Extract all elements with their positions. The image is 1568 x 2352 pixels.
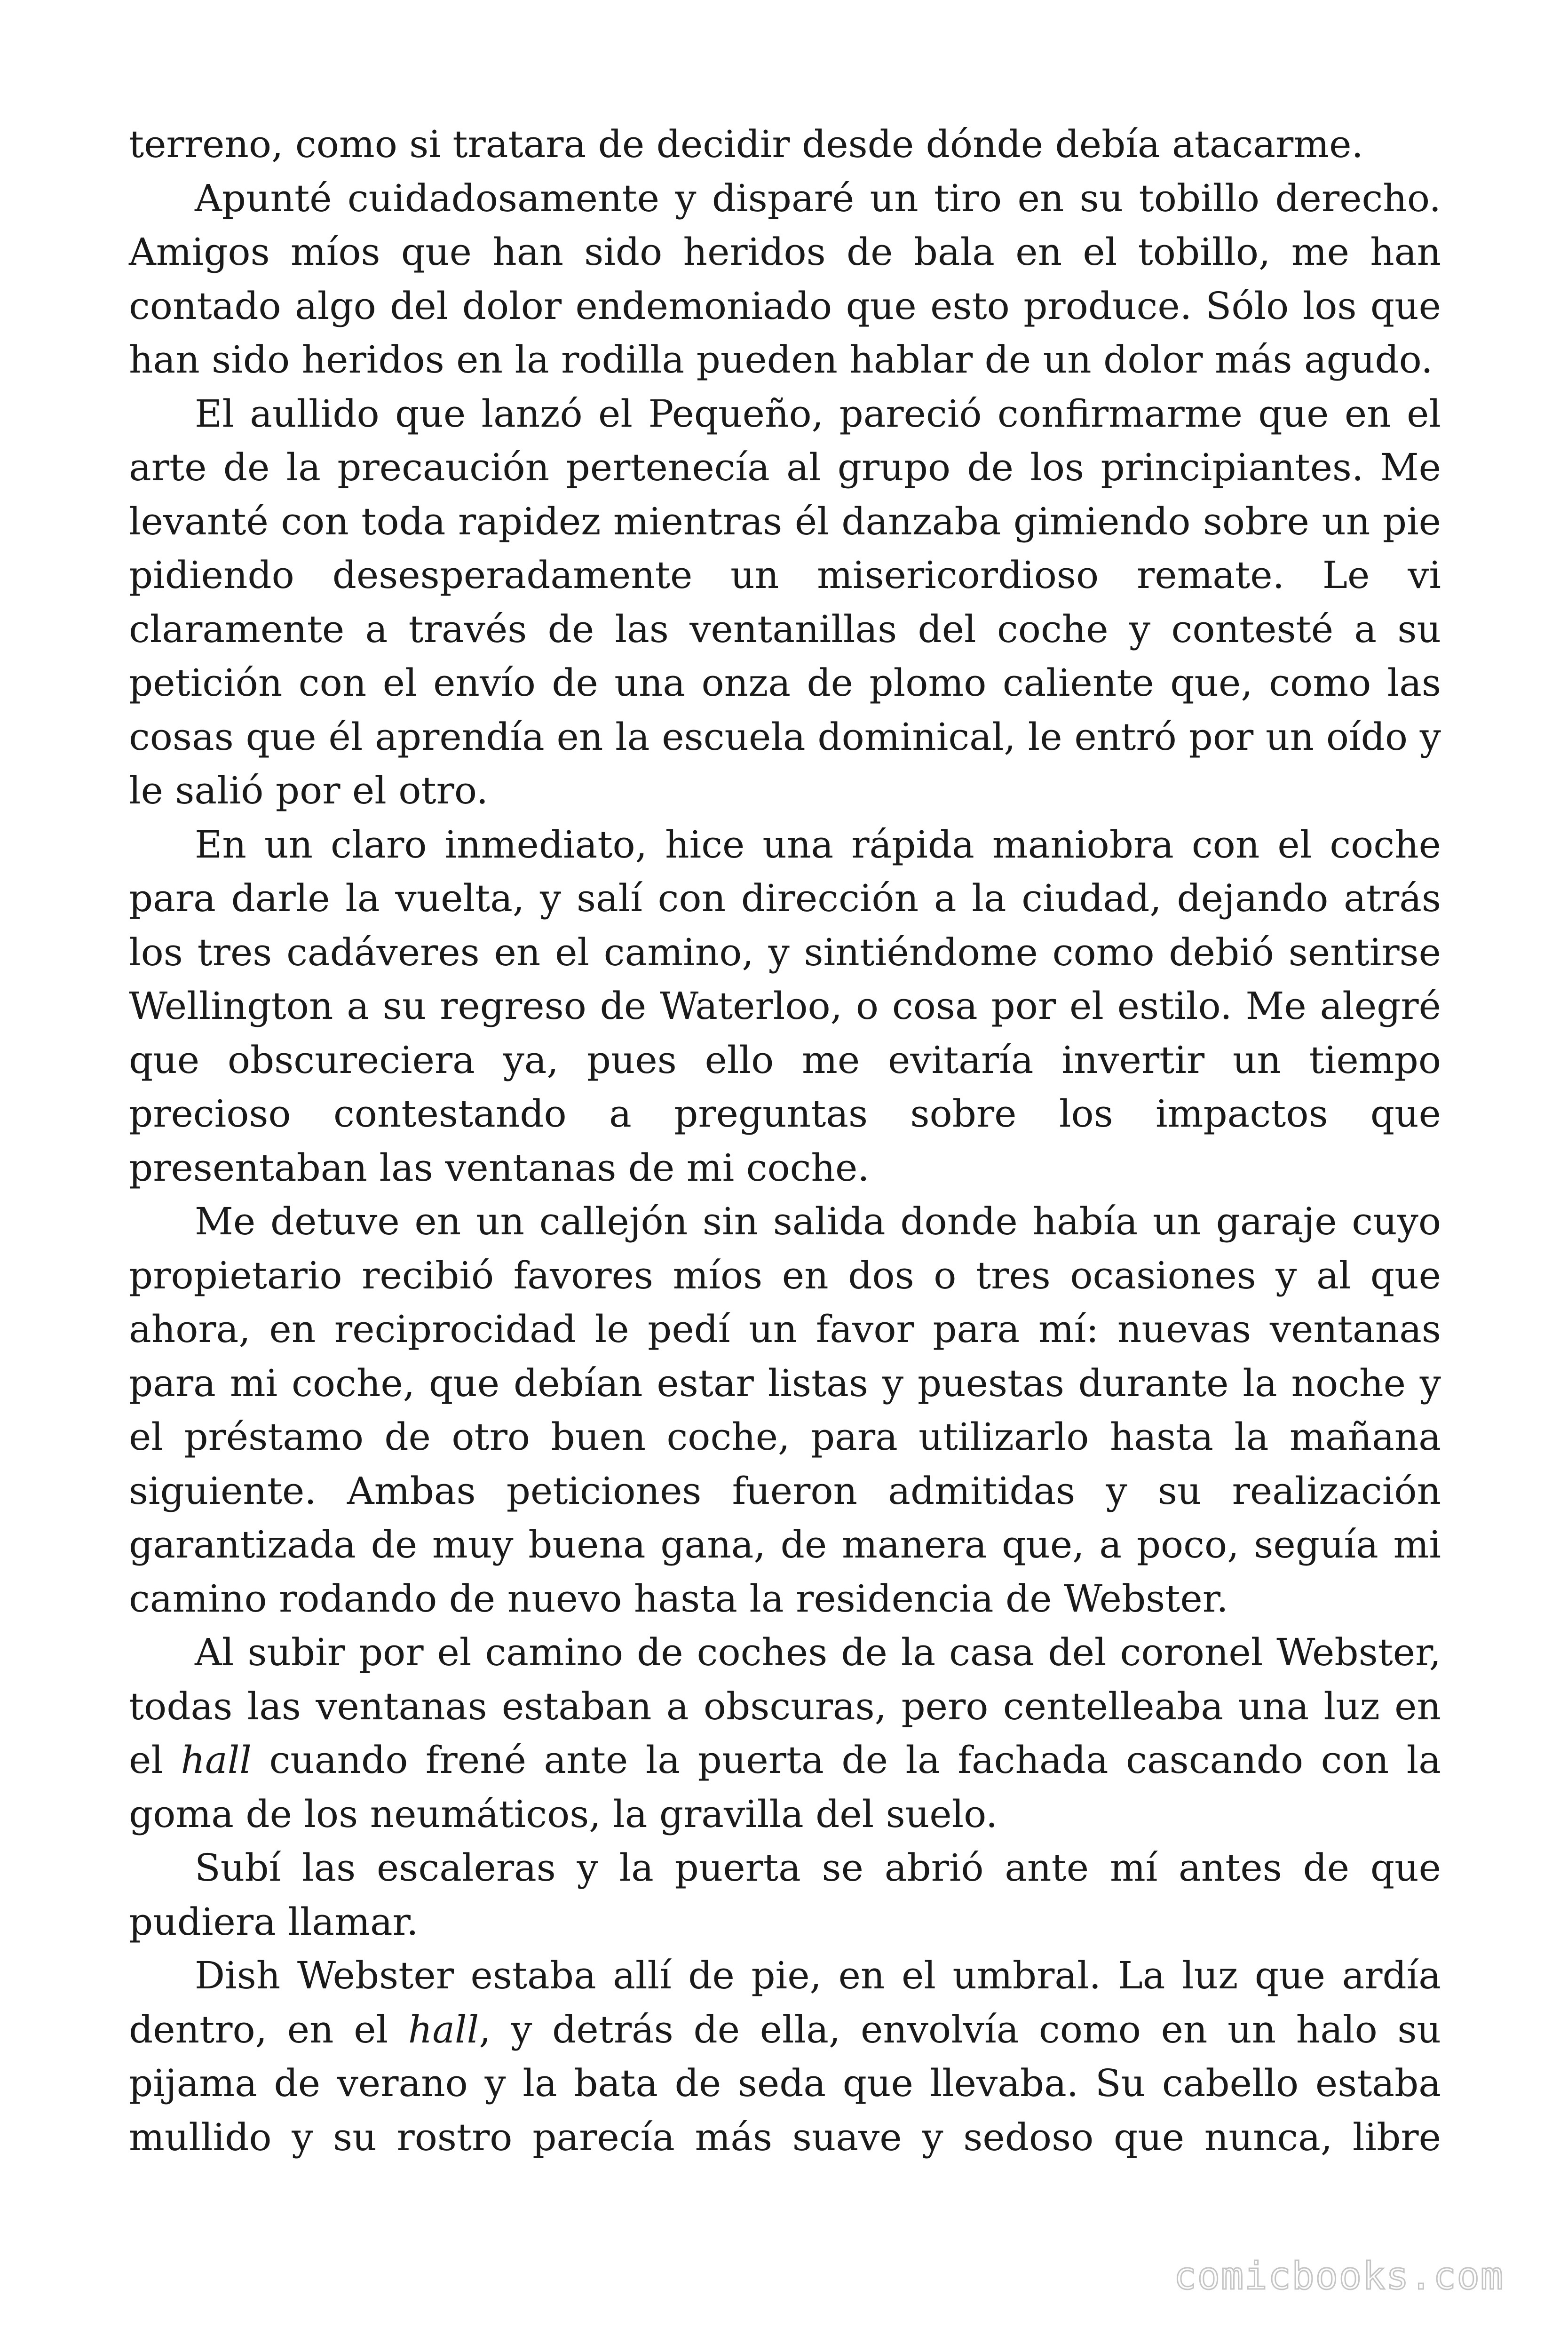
text-segment: El aullido que lanzó el Pequeño, pareció confirmarme que en el arte de la precaución pertenecía al grupo de los principiantes. Me levanté con toda rapidez mientras él danzaba gimiendo sobre un pie pidiendo desesperadamente un misericordioso remate. Le vi claramente a través de las ventanillas del coche y contesté a su petición con el envío de una onza de plomo caliente que, como las cosas que él aprendía en la escuela dominical, le entró por un oído y le salió por el otro.: [129, 391, 1441, 812]
text-segment: Dish Webster estaba allí de pie, en el umbral. La luz que ardía dentro, en el: [129, 1954, 1441, 2051]
text-segment: En un claro inmediato, hice una rápida maniobra con el coche para darle la vuelta, y salí con dirección a la ciudad, dejando atrás los tres cadáveres en el camino, y sintiéndome como debió sentirse Wellington a su regreso de Waterloo, o cosa por el estilo. Me alegré que obscureciera ya, pues ello me evitaría invertir un tiempo precioso contestando a preguntas sobre los impactos que presentaban las ventanas de mi coche.: [129, 822, 1441, 1190]
text-segment: Al subir por el camino de coches de la casa del coronel Webster, todas las ventanas estaban a obscuras, pero centelleaba una luz en el: [129, 1630, 1441, 1782]
italic-text: hall: [181, 1738, 252, 1782]
paragraph: [129, 172, 1441, 387]
paragraph: [129, 1195, 1441, 1626]
text-segment: Apunté cuidadosamente y disparé un tiro en su tobillo derecho. Amigos míos que han sido heridos de bala en el tobillo, me han contado algo del dolor endemoniado que esto produce. Sólo los que han sido heridos en la rodilla pueden hablar de un dolor más agudo.: [129, 176, 1441, 381]
paragraph: [129, 1949, 1441, 2164]
paragraph: [129, 118, 1441, 172]
text-segment: terreno, como si tratara de decidir desde dónde debía atacarme.: [129, 122, 1363, 166]
paragraph: [129, 387, 1441, 818]
italic-text: hall: [408, 2007, 479, 2051]
page-body-text: [129, 118, 1441, 2164]
paragraph: [129, 1841, 1441, 1949]
paragraph: [129, 818, 1441, 1195]
text-segment: Me detuve en un callejón sin salida donde había un garaje cuyo propietario recibió favores míos en dos o tres ocasiones y al que ahora, en reciprocidad le pedí un favor para mí: nuevas ventanas para mi coche, que debían estar listas y puestas durante la noche y el préstamo de otro buen coche, para utilizarlo hasta la mañana siguiente. Ambas peticiones fueron admitidas y su realización garantizada de muy buena gana, de manera que, a poco, seguía mi camino rodando de nuevo hasta la residencia de Webster.: [129, 1200, 1441, 1621]
text-segment: , y detrás de ella, envolvía como en un halo su pijama de verano y la bata de seda que llevaba. Su cabello estaba mullido y su rostro parecía más suave y sedoso que nunca, libre: [129, 2007, 1441, 2159]
watermark-logo: comicbooks.com: [1173, 2254, 1504, 2298]
text-segment: cuando frené ante la puerta de la fachada cascando con la goma de los neumáticos, la gravilla del suelo.: [129, 1738, 1441, 1836]
text-segment: Subí las escaleras y la puerta se abrió ante mí antes de que pudiera llamar.: [129, 1846, 1441, 1944]
paragraph: [129, 1626, 1441, 1841]
